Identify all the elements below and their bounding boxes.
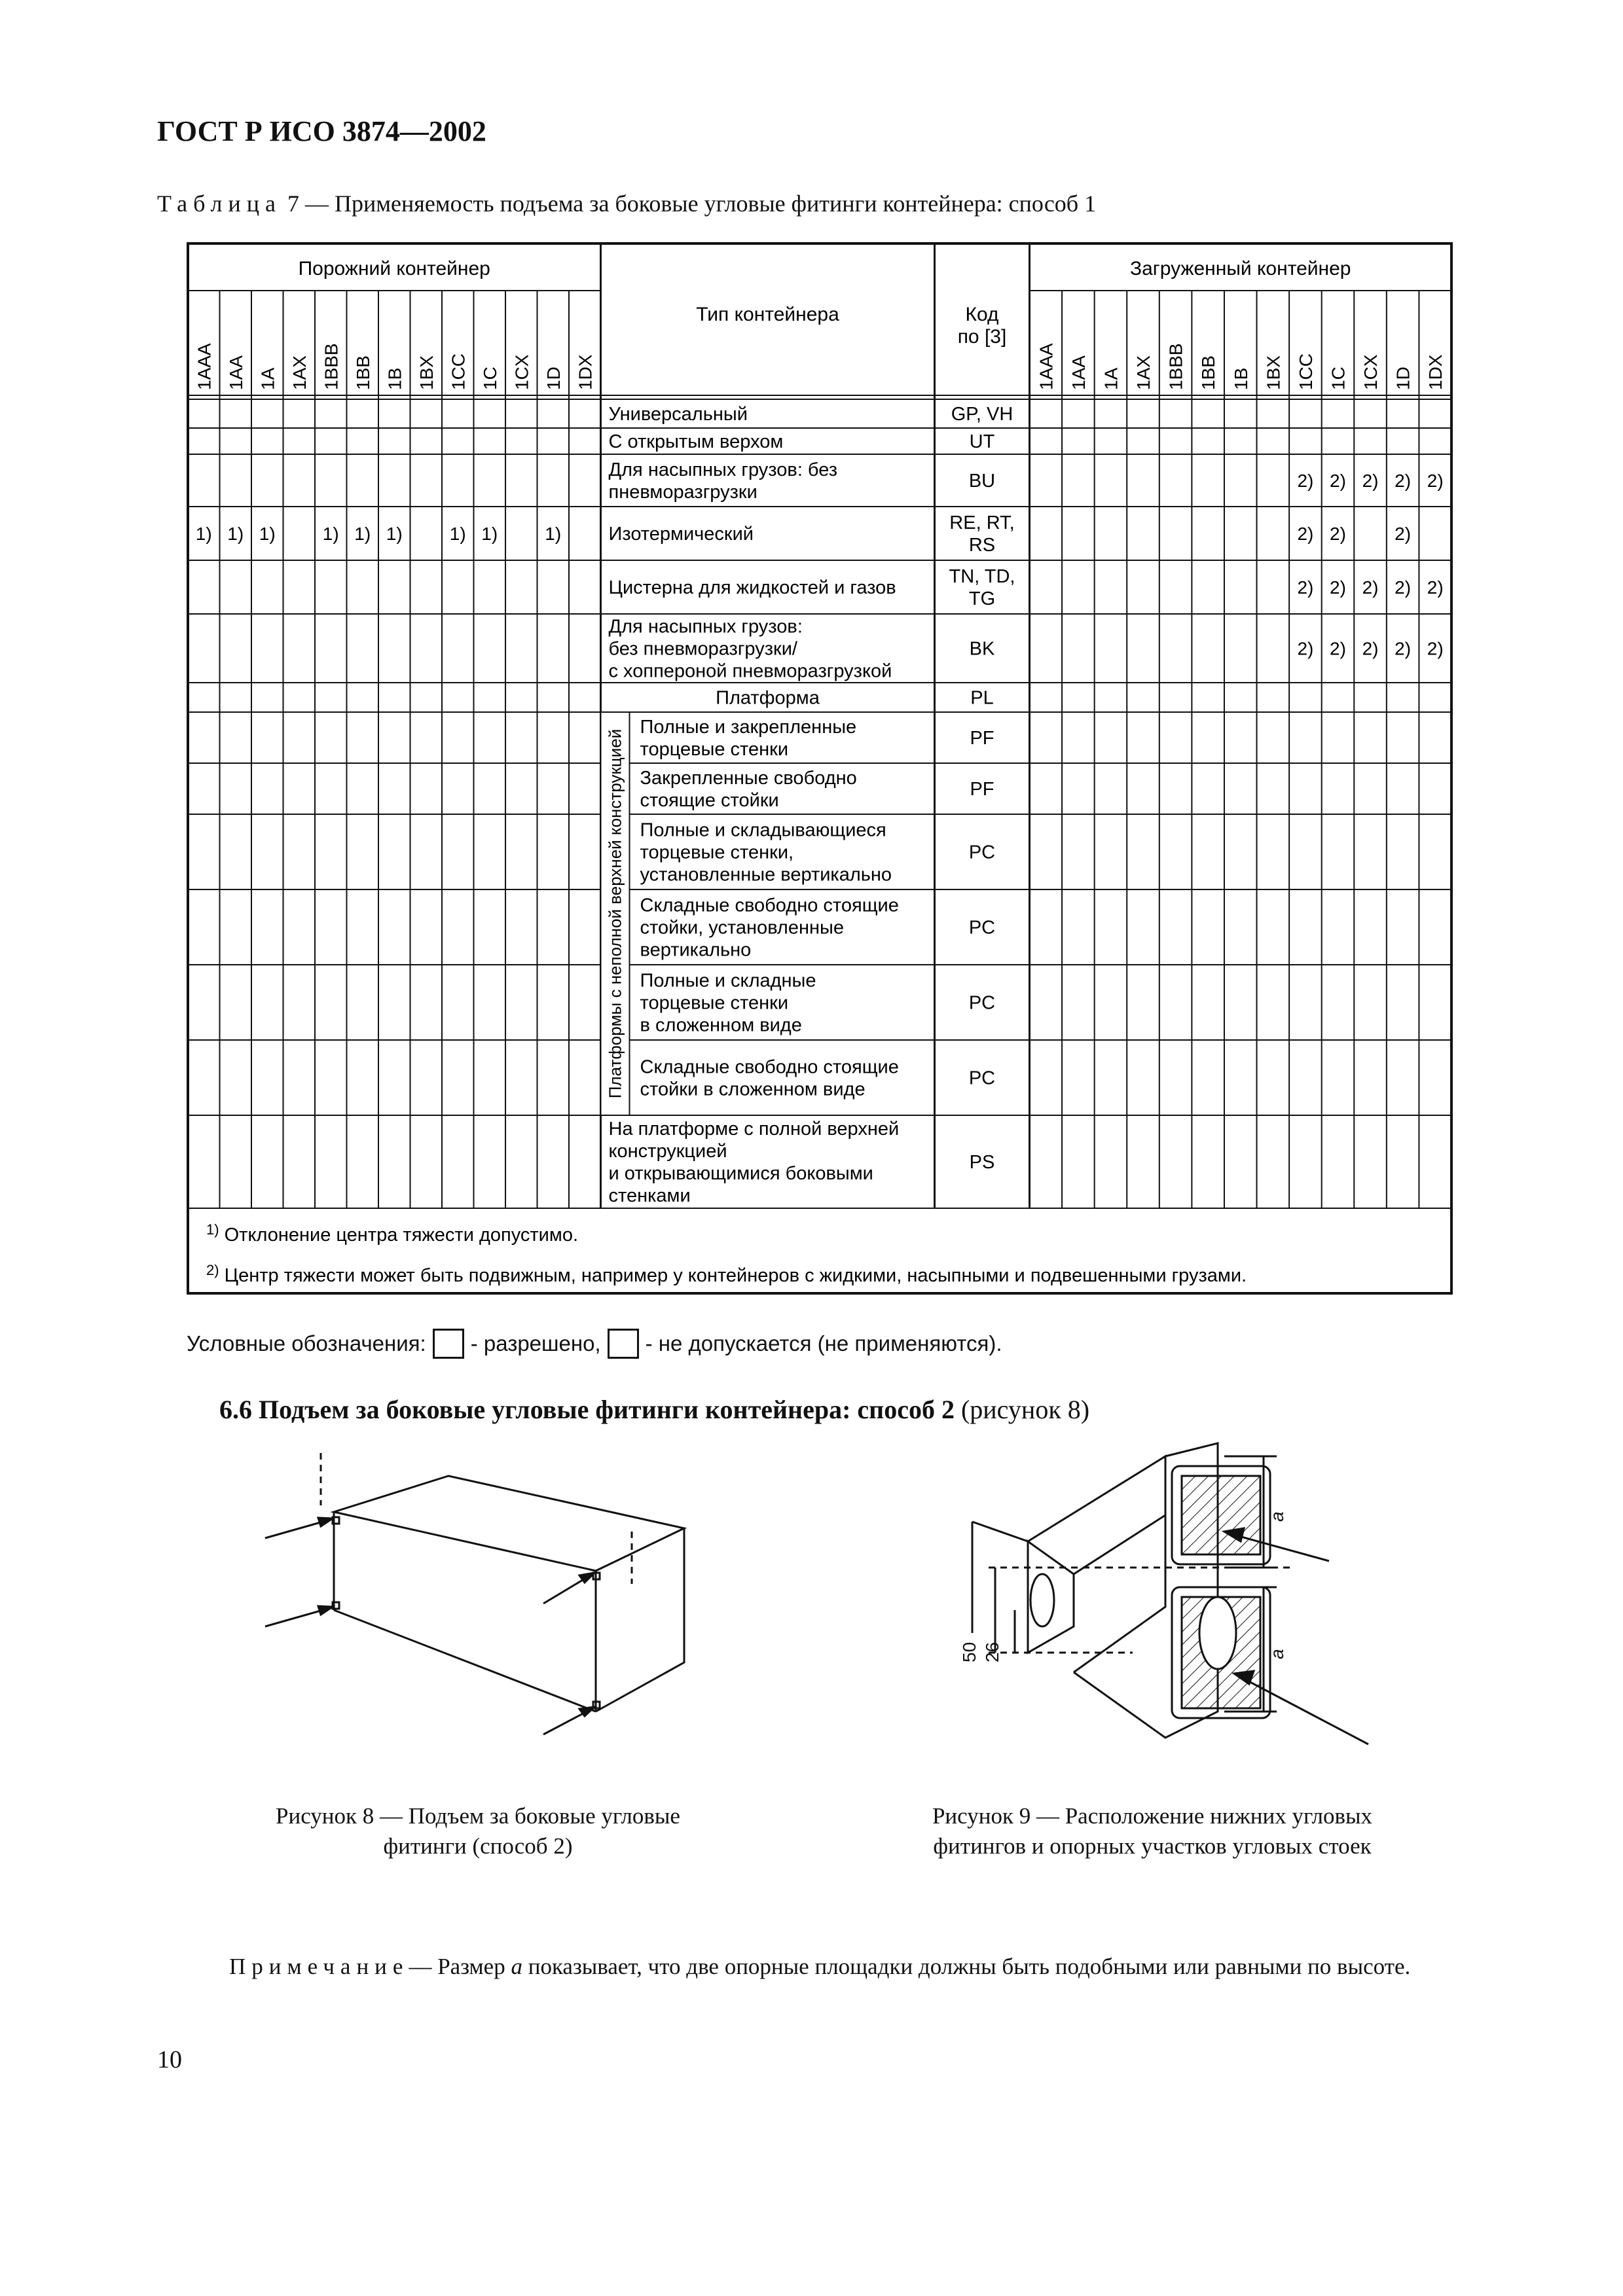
group-header-empty: Порожний контейнер — [298, 258, 490, 279]
container-code-text: PC — [968, 1067, 996, 1089]
container-type-text: торцевые стенки — [640, 992, 789, 1014]
container-code-text: UT — [969, 431, 995, 452]
footnote-ref-mark: 2) — [1297, 471, 1314, 491]
note-text: — Размер — [409, 1954, 511, 1979]
type-column-header: Тип контейнера — [696, 304, 839, 325]
footnote: $^{1)}$ Отклонение центра тяжести допустимо. — [206, 1221, 578, 1246]
footnote-ref-mark: 2) — [1427, 638, 1444, 659]
code-column-header: по [3] — [957, 326, 1007, 348]
group-header-loaded: Загруженный контейнер — [1130, 258, 1351, 279]
container-code-text: PF — [970, 728, 994, 749]
figure-9-caption-line: Рисунок 9 — Расположение нижних угловых — [932, 1803, 1373, 1829]
footnote-ref-mark: 2) — [1330, 471, 1346, 491]
footnote-ref-mark: 2) — [1395, 524, 1412, 544]
footnote-ref-mark: 2) — [1362, 577, 1379, 598]
footnote-ref-mark: 1) — [449, 524, 466, 544]
empty-column-label: 1AAA — [194, 343, 215, 390]
footnote-ref-mark: 2) — [1427, 577, 1444, 598]
container-code-text: PC — [968, 917, 996, 939]
footnote-ref-mark: 1) — [322, 524, 339, 544]
container-type-text: с хоппероной пневморазгрузкой — [608, 660, 892, 682]
container-type-text: вертикально — [640, 939, 752, 961]
empty-column-label: 1AX — [289, 355, 310, 390]
loaded-column-label: 1D — [1393, 367, 1413, 390]
table-caption-label: Таблица — [157, 190, 282, 217]
empty-column-label: 1BBB — [321, 343, 342, 390]
footnote-ref-mark: 1) — [227, 524, 244, 544]
container-code-text: PS — [969, 1152, 995, 1173]
figure-9-caption — [864, 1801, 1440, 1861]
loaded-column-label: 1BBB — [1165, 343, 1186, 390]
footnote-ref-mark: 2) — [1330, 524, 1346, 544]
container-type-text: Для насыпных грузов: — [608, 616, 803, 637]
loaded-column-label: 1AX — [1133, 355, 1154, 390]
figure-8-caption — [223, 1801, 733, 1861]
section-title-text: Подъем за боковые угловые фитинги контейнера: способ 2 — [259, 1395, 955, 1424]
loaded-column-label: 1CC — [1295, 353, 1316, 390]
note-variable: a — [511, 1954, 522, 1979]
figure-8-caption-line: фитинги (способ 2) — [383, 1833, 573, 1859]
empty-column-label: 1CC — [448, 353, 469, 390]
footnote-ref-mark: 1) — [481, 524, 498, 544]
footnote-ref-mark: 1) — [195, 524, 212, 544]
footnote-ref-mark: 2) — [1362, 471, 1379, 491]
page-number: 10 — [157, 2046, 182, 2073]
container-type-text: стойки, установленные — [640, 917, 844, 939]
loaded-column-label: 1A — [1101, 367, 1122, 390]
allowed-symbol-icon — [433, 1329, 464, 1359]
empty-column-label: 1BX — [416, 355, 437, 390]
code-column-header: Код — [965, 304, 999, 325]
lift-arrow-bottom-left — [265, 1609, 327, 1626]
note — [157, 1950, 1467, 1984]
dim-a-lower-label: a — [1267, 1649, 1287, 1659]
footnote-ref-mark: 2) — [1362, 638, 1379, 659]
loaded-column-label: 1C — [1328, 367, 1349, 390]
footnote-ref-mark: 1) — [354, 524, 371, 544]
note-text-rest: показывает, что две опорные площадки должны быть подобными или равными по высоте. — [522, 1954, 1411, 1979]
container-type-text: Закрепленные свободно — [640, 768, 857, 789]
figure-9-corner-fitting-drawing — [936, 1437, 1421, 1777]
lift-arrow-top-left — [265, 1520, 327, 1538]
footnote-ref-mark: 2) — [1297, 577, 1314, 598]
section-number: 6.6 — [219, 1395, 252, 1424]
footnote-ref-mark: 2) — [1395, 471, 1412, 491]
note-label: Примечание — [229, 1954, 409, 1979]
dim-50-label: 50 — [959, 1641, 979, 1662]
container-code-text: PL — [970, 687, 994, 709]
container-type-text: установленные вертикально — [640, 864, 892, 886]
container-type-text: без пневморазгрузки/ — [608, 638, 797, 660]
footnote-ref-mark: 2) — [1330, 638, 1346, 659]
container-type-text: Складные свободно стоящие — [640, 1056, 899, 1078]
footnote-ref-mark: 2) — [1330, 577, 1346, 598]
footnote-ref-mark: 1) — [259, 524, 276, 544]
loaded-column-label: 1AAA — [1036, 343, 1057, 390]
applicability-table-grid — [187, 242, 1457, 1322]
container-code-text: RS — [968, 535, 996, 556]
figure-9-caption-line: фитингов и опорных участков угловых стоек — [933, 1833, 1372, 1859]
empty-column-label: 1CX — [511, 354, 532, 390]
container-type-text: На платформе с полной верхней — [608, 1119, 900, 1139]
loaded-column-label: 1CX — [1360, 354, 1381, 390]
container-code-text: PF — [970, 779, 994, 800]
container-right-face — [596, 1528, 684, 1712]
empty-column-label: 1D — [543, 367, 564, 390]
container-code-text: GP, VH — [951, 404, 1013, 425]
section-figure-ref: (рисунок 8) — [954, 1395, 1090, 1424]
container-type-text: стойки в сложенном виде — [640, 1079, 866, 1100]
table-caption-text: 7 — Применяемость подъема за боковые угловые фитинги контейнера: способ 1 — [281, 190, 1097, 217]
legend-not-allowed: - не допускается (не применяются). — [645, 1331, 1002, 1355]
container-type-text: Изотермический — [608, 524, 754, 545]
container-type-text: конструкцией — [608, 1141, 727, 1162]
legend — [187, 1329, 1002, 1359]
dim-26-label: 26 — [982, 1641, 1002, 1662]
applicability-table — [187, 242, 1457, 1325]
container-code-text: BK — [969, 638, 995, 660]
table-caption — [157, 190, 1096, 217]
container-type-text: Полные и закрепленные — [640, 717, 857, 738]
container-bottom-edge — [334, 1610, 596, 1712]
footnote-ref-mark: 2) — [1395, 638, 1412, 659]
container-type-text: Полные и складывающиеся — [640, 819, 886, 841]
container-type-text: стоящие стойки — [640, 790, 779, 811]
container-type-text: Для насыпных грузов: без — [608, 459, 838, 480]
footnote-ref-mark: 1) — [545, 524, 562, 544]
container-type-text: пневморазгрузки — [608, 482, 757, 503]
figure-8-caption-line: Рисунок 8 — Подъем за боковые угловые — [276, 1803, 680, 1829]
footnote-ref-mark: 2) — [1297, 524, 1314, 544]
container-type-text: Платформа — [716, 687, 820, 709]
container-type-text: торцевые стенки, — [640, 842, 794, 863]
loaded-column-label: 1BX — [1263, 355, 1284, 390]
platform-group-label: Платформы с неполной верхней конструкцией — [605, 728, 625, 1099]
container-code-text: TN, TD, — [949, 566, 1015, 587]
loaded-column-label: 1B — [1230, 367, 1251, 390]
container-code-text: TG — [968, 588, 996, 609]
empty-column-label: 1AA — [225, 355, 246, 390]
dim-a-upper-label: a — [1267, 1511, 1287, 1522]
container-type-text: и открывающимися боковыми — [608, 1163, 873, 1184]
container-code-text: PC — [968, 992, 996, 1014]
footnote-ref-mark: 2) — [1297, 638, 1314, 659]
loaded-column-label: 1AA — [1068, 355, 1089, 390]
container-type-text: Складные свободно стоящие — [640, 895, 899, 916]
container-code-text: BU — [968, 471, 996, 492]
legend-label: Условные обозначения: — [187, 1331, 426, 1355]
footnote-ref-mark: 2) — [1427, 471, 1444, 491]
footnote-ref-mark: 2) — [1395, 577, 1412, 598]
figure-8-container-drawing — [255, 1453, 727, 1780]
section-heading — [219, 1394, 1089, 1425]
container-type-text: Универсальный — [608, 404, 748, 425]
loaded-column-label: 1BB — [1198, 355, 1219, 390]
container-type-text: Полные и складные — [640, 970, 816, 992]
loaded-column-label: 1DX — [1425, 354, 1446, 390]
empty-column-label: 1DX — [575, 354, 596, 390]
container-code-text: RE, RT, — [949, 512, 1015, 533]
container-type-text: Цистерна для жидкостей и газов — [608, 577, 896, 598]
empty-column-label: 1C — [479, 367, 500, 390]
empty-column-label: 1A — [257, 367, 278, 390]
legend-allowed: - разрешено, — [470, 1331, 601, 1355]
not-allowed-symbol-icon — [608, 1329, 639, 1359]
footnote-ref-mark: 1) — [386, 524, 403, 544]
container-type-text: стенками — [608, 1185, 691, 1206]
container-code-text: PC — [968, 842, 996, 863]
document-header: ГОСТ Р ИСО 3874—2002 — [157, 115, 486, 147]
empty-column-label: 1BB — [352, 355, 373, 390]
fitting-side-face — [1028, 1541, 1074, 1653]
container-type-text: С открытым верхом — [608, 431, 784, 452]
empty-column-label: 1B — [384, 367, 405, 390]
footnote: $^{2)}$ Центр тяжести может быть подвижным, например у контейнеров с жидкими, насыпными и подвешенными грузами. — [206, 1262, 1247, 1286]
container-type-text: торцевые стенки — [640, 739, 789, 760]
container-type-text: в сложенном виде — [640, 1014, 802, 1036]
